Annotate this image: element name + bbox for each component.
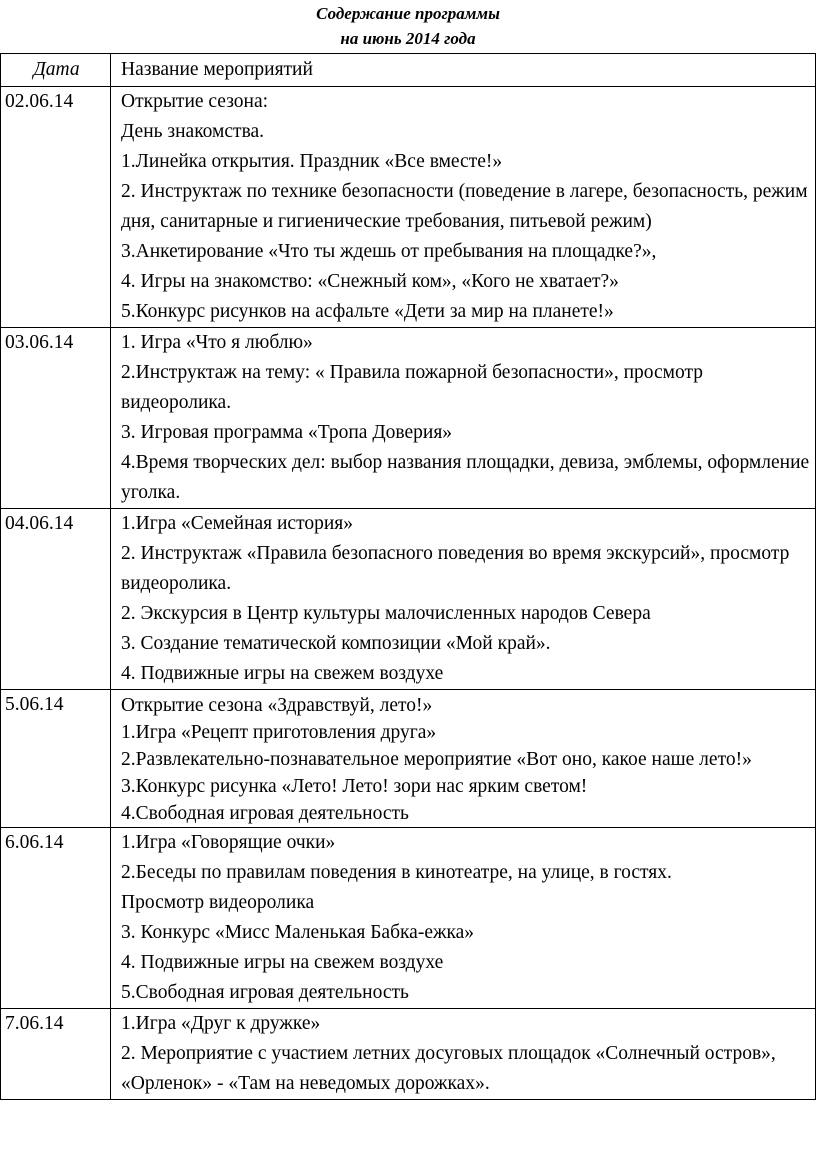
table-row [1,87,816,328]
row-date: 6.06.14 [1,828,111,1009]
event-line: 1.Игра «Семейная история» [121,513,354,534]
table-row [1,328,816,509]
table-header-row [1,54,816,87]
event-line: 3.Конкурс рисунка «Лето! Лето! зори нас ярким светом! [121,776,588,797]
row-date: 04.06.14 [1,509,111,690]
row-events [111,328,816,509]
row-date: 03.06.14 [1,328,111,509]
event-line: 1.Игра «Друг к дружке» [121,1013,321,1034]
row-events [111,690,816,828]
event-line: 4. Игры на знакомство: «Снежный ком», «Кого не хватает?» [121,271,619,292]
row-events [111,828,816,1009]
row-date: 5.06.14 [1,690,111,828]
event-line: 3. Создание тематической композиции «Мой край». [121,633,551,654]
event-line: 1.Линейка открытия. Праздник «Все вместе!» [121,151,503,172]
event-line: Открытие сезона: [121,91,269,112]
column-header-events: Название мероприятий [111,54,816,87]
document-subtitle: на июнь 2014 года [340,29,476,48]
event-line: 2. Инструктаж по технике безопасности (поведение в лагере, безопасность, режим дня, санитарные и гигиенические требования, питьевой режим) [121,181,808,232]
event-line: День знакомства. [121,121,265,142]
event-line: 1.Игра «Рецепт приготовления друга» [121,722,437,743]
event-line: 2.Беседы по правилам поведения в кинотеатре, на улице, в гостях. [121,862,672,883]
row-date: 7.06.14 [1,1009,111,1100]
row-date: 02.06.14 [1,87,111,328]
event-line: 2. Экскурсия в Центр культуры малочисленных народов Севера [121,603,651,624]
program-table [0,53,816,1100]
event-line: 2. Мероприятие с участием летних досуговых площадок «Солнечный остров», «Орленок» - «Там на неведомых дорожках». [121,1043,776,1094]
event-line: 2. Инструктаж «Правила безопасного поведения во время экскурсий», просмотр видеоролика. [121,543,790,594]
row-events [111,87,816,328]
table-row [1,690,816,828]
event-line: 3. Игровая программа «Тропа Доверия» [121,422,453,443]
row-events [111,1009,816,1100]
event-line: 2.Инструктаж на тему: « Правила пожарной безопасности», просмотр видеоролика. [121,362,703,413]
event-line: 5.Свободная игровая деятельность [121,982,409,1003]
event-line: 3. Конкурс «Мисс Маленькая Бабка-ежка» [121,922,475,943]
table-row [1,509,816,690]
event-line: 1. Игра «Что я люблю» [121,332,313,353]
row-events [111,509,816,690]
column-header-date: Дата [1,54,111,87]
event-line: 4.Время творческих дел: выбор названия площадки, девиза, эмблемы, оформление уголка. [121,452,810,503]
event-line: 2.Развлекательно-познавательное мероприятие «Вот оно, какое наше лето!» [121,749,752,770]
event-line: 4.Свободная игровая деятельность [121,803,409,824]
event-line: Просмотр видеоролика [121,892,315,913]
event-line: 4. Подвижные игры на свежем воздухе [121,663,444,684]
document-title: Содержание программы [316,4,500,23]
event-line: 5.Конкурс рисунков на асфальте «Дети за мир на планете!» [121,301,614,322]
table-row [1,1009,816,1100]
event-line: 1.Игра «Говорящие очки» [121,832,336,853]
event-line: 4. Подвижные игры на свежем воздухе [121,952,444,973]
event-line: Открытие сезона «Здравствуй, лето!» [121,695,433,716]
event-line: 3.Анкетирование «Что ты ждешь от пребывания на площадке?», [121,241,657,262]
table-row [1,828,816,1009]
